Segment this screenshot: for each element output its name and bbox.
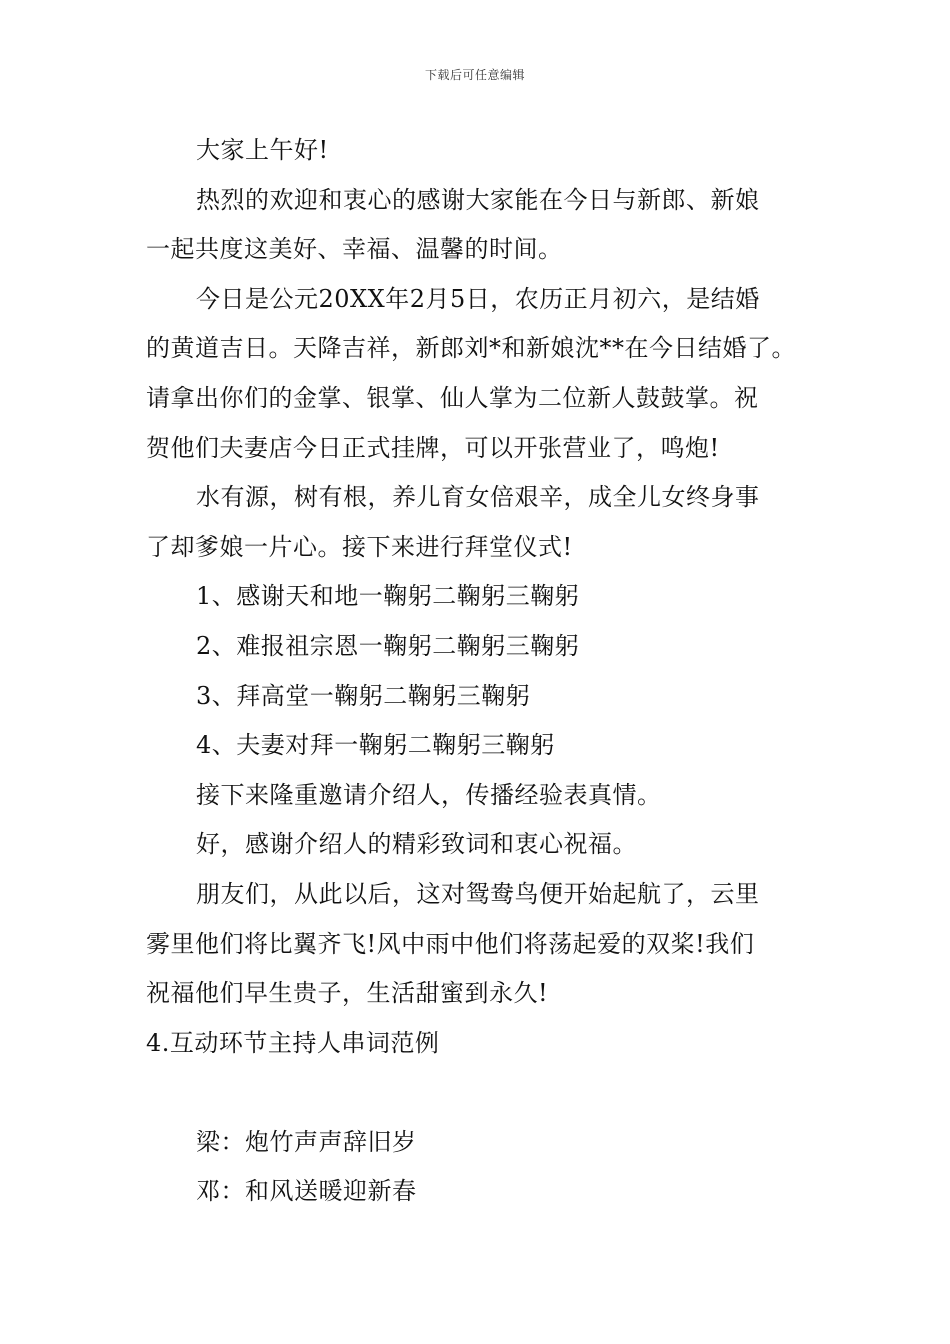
text-line: 邓：和风送暖迎新春 (196, 1177, 417, 1206)
text-line: 朋友们，从此以后，这对鸳鸯鸟便开始起航了，云里 (196, 879, 760, 908)
text-line: 水有源，树有根，养儿育女倍艰辛，成全儿女终身事 (196, 483, 760, 512)
text-line: 贺他们夫妻店今日正式挂牌，可以开张营业了，鸣炮! (146, 433, 720, 462)
text-line: 2、难报祖宗恩一鞠躬二鞠躬三鞠躬 (196, 631, 580, 660)
text-line: 热烈的欢迎和衷心的感谢大家能在今日与新郎、新娘 (196, 185, 760, 214)
text-line: 3、拜高堂一鞠躬二鞠躬三鞠躬 (196, 681, 531, 710)
text-line: 4.互动环节主持人串词范例 (146, 1028, 440, 1057)
text-line: 好，感谢介绍人的精彩致词和衷心祝福。 (196, 830, 637, 859)
text-line: 雾里他们将比翼齐飞!风中雨中他们将荡起爱的双桨!我们 (146, 929, 755, 958)
text-line: 祝福他们早生贵子，生活甜蜜到永久! (146, 979, 549, 1008)
text-line: 梁：炮竹声声辞旧岁 (196, 1127, 417, 1156)
text-line: 今日是公元20XX年2月5日，农历正月初六，是结婚 (196, 284, 760, 313)
blank-line (146, 1072, 826, 1122)
text-line: 了却爹娘一片心。接下来进行拜堂仪式! (146, 532, 573, 561)
text-line: 1、感谢天和地一鞠躬二鞠躬三鞠躬 (196, 582, 580, 611)
page-header: 下载后可任意编辑 (424, 68, 525, 82)
text-line: 的黄道吉日。天降吉祥，新郎刘*和新娘沈**在今日结婚了。 (146, 334, 796, 363)
document-body (146, 130, 826, 1221)
text-line: 一起共度这美好、幸福、温馨的时间。 (146, 235, 563, 264)
text-line: 大家上午好! (196, 136, 329, 164)
text-line: 4、夫妻对拜一鞠躬二鞠躬三鞠躬 (196, 731, 555, 760)
text-line: 请拿出你们的金掌、银掌、仙人掌为二位新人鼓鼓掌。祝 (146, 383, 759, 412)
text-line: 接下来隆重邀请介绍人，传播经验表真情。 (196, 780, 662, 809)
